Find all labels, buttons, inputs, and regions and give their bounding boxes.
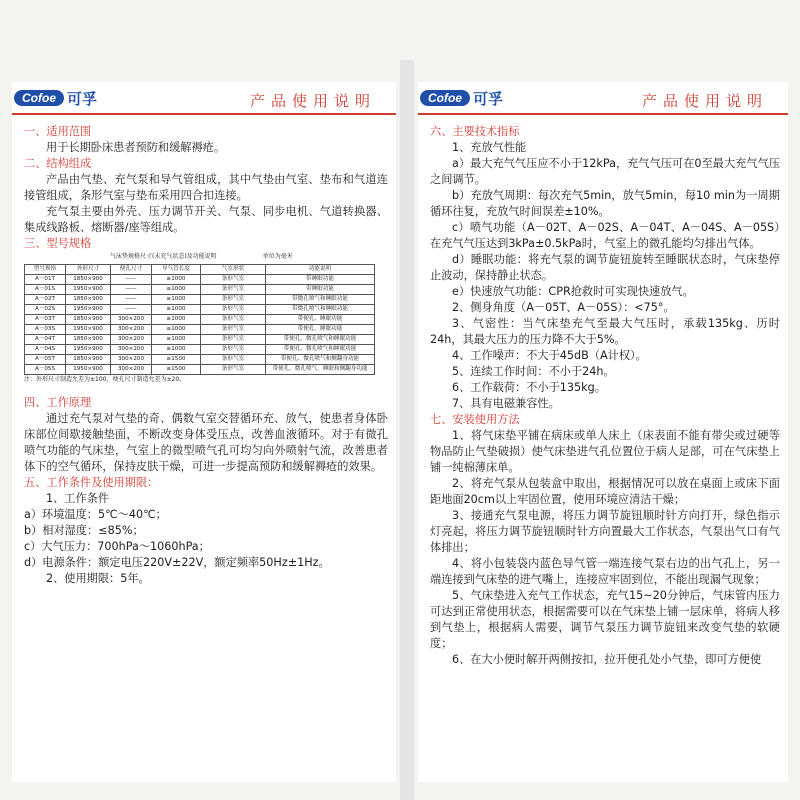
section-title: 二、结构组成 xyxy=(24,157,92,170)
table-row xyxy=(25,325,375,335)
table-cell: ≥1000 xyxy=(152,295,201,305)
list-item: 7、具有电磁兼容性。 xyxy=(452,397,560,410)
paragraph: 通过充气泵对气垫的奇、偶数气室交替循环充、放气，使患者身体卧床部位间歇接触垫面，不断改变身体受压点，改善血液循环。对于有微孔喷气功能的气床垫，气室上的微型喷气孔可均匀向外喷射气流，改善患者体下的空气循环，保持皮肤干燥，可进一步提高预防和缓解褥疮的效果。 xyxy=(24,412,388,473)
paragraph: 充气泵主要由外壳、压力调节开关、气泵、同步电机、气道转换器、集成线路板、熔断器/座等组成。 xyxy=(24,205,388,234)
table-cell: 1850×900 xyxy=(66,275,111,285)
header-divider xyxy=(12,113,396,115)
table-cell: 条形气室 xyxy=(201,295,266,305)
table-cell: 带睡眠功能 xyxy=(266,275,375,285)
table-cell: 1950×900 xyxy=(66,365,111,375)
book-gutter xyxy=(400,60,414,800)
table-cell: 条形气室 xyxy=(201,365,266,375)
table-cell: 1850×900 xyxy=(66,315,111,325)
brand-logo xyxy=(14,88,97,108)
paragraph: 4、将小包装袋内蓝色导气管一端连接气泵右边的出气孔上，另一端连接到气床垫的进气嘴上，连接应牢固到位，不能出现漏气现象； xyxy=(430,557,780,586)
table-note: 注：外形尺寸制造允差为±100，便孔尺寸制造允差为±20。 xyxy=(24,376,186,383)
section-title: 七、安装使用方法 xyxy=(430,413,520,426)
table-cell: 带睡眠功能 xyxy=(266,285,375,295)
table-row xyxy=(25,295,375,305)
table-cell: 条形气室 xyxy=(201,345,266,355)
table-header-row xyxy=(25,265,375,275)
table-cell: 300×200 xyxy=(111,315,152,325)
table-cell: 带便孔、睡眠功能 xyxy=(266,315,375,325)
list-item: 4、工作噪声：不大于45dB（A计权）。 xyxy=(452,349,647,362)
table-cell: ≥1500 xyxy=(152,365,201,375)
paragraph: 6、在大小便时解开两侧按扣，拉开便孔处小气垫，即可方便使 xyxy=(452,653,762,666)
page-header xyxy=(418,82,788,116)
list-item: 2、侧身角度（A－05T、A－05S）：<75°。 xyxy=(452,301,675,314)
table-cell: 1950×900 xyxy=(66,345,111,355)
table-row xyxy=(25,285,375,295)
logo-wordmark: Cofoe xyxy=(420,90,470,106)
table-cell: 300×200 xyxy=(111,345,152,355)
table-row xyxy=(25,275,375,285)
table-row xyxy=(25,365,375,375)
table-cell: A－05T xyxy=(25,355,66,365)
list-item: 2、使用期限：5年。 xyxy=(46,572,150,585)
right-content xyxy=(430,124,780,668)
list-item: c）大气压力：700hPa～1060hPa； xyxy=(24,540,210,553)
table-cell: ≥1000 xyxy=(152,345,201,355)
list-item: 1、工作条件 xyxy=(46,492,110,505)
paragraph: 产品由气垫、充气泵和导气管组成，其中气垫由气室、垫布和气道连接管组成，条形气室与垫布采用四合扣连接。 xyxy=(24,173,388,202)
table-cell: A－01S xyxy=(25,285,66,295)
paragraph: 3、接通充气泵电源，将压力调节旋钮顺时针方向打开，绿色指示灯亮起，将压力调节旋钮顺时针方向置最大工作状态，气泵出气口有气体排出； xyxy=(430,509,780,554)
table-cell: 条形气室 xyxy=(201,305,266,315)
table-cell: A－05S xyxy=(25,365,66,375)
paragraph: 5、气床垫进入充气工作状态，充气15~20分钟后，气床管内压力可达到正常使用状态，根据需要可以在气床垫上铺一层床单，将病人移到气垫上，根据病人需要，调节气泵压力调节旋钮来改变气垫的软硬度； xyxy=(430,589,780,650)
table-cell: 1950×900 xyxy=(66,305,111,315)
page-header xyxy=(12,82,396,116)
table-caption-text: 气床垫规格尺寸(未充气状态)及功能说明 xyxy=(110,253,217,260)
table-cell: 带便孔、微孔喷气和睡眠功能 xyxy=(266,335,375,345)
table-row xyxy=(25,335,375,345)
header-divider xyxy=(418,113,788,115)
table-cell: —— xyxy=(111,295,152,305)
table-cell: 1850×900 xyxy=(66,355,111,365)
table-cell: ≥1000 xyxy=(152,285,201,295)
page-title: 产品使用说明 xyxy=(249,92,376,110)
list-item: a）环境温度：5℃～40℃； xyxy=(24,508,167,521)
table-header-cell: 导气管长度 xyxy=(152,265,201,275)
table-cell: ≥1500 xyxy=(152,355,201,365)
table-cell: A－02S xyxy=(25,305,66,315)
table-cell: 300×200 xyxy=(111,365,152,375)
table-header-cell: 便孔尺寸 xyxy=(111,265,152,275)
list-item: d）电源条件：额定电压220V±22V，额定频率50Hz±1Hz。 xyxy=(24,556,330,569)
table-cell: 1950×900 xyxy=(66,285,111,295)
table-row xyxy=(25,305,375,315)
paragraph: d）睡眠功能：将充气泵的调节旋钮旋转至睡眠状态时，气床垫停止波动，保持静止状态。 xyxy=(430,253,780,282)
list-item: 1、充放气性能 xyxy=(452,141,527,154)
logo-wordmark: Cofoe xyxy=(14,90,64,106)
paragraph: 2、将充气泵从包装盒中取出，根据情况可以放在桌面上或床下面距地面20cm以上牢固位置，使用环境应清洁干燥； xyxy=(430,477,780,506)
paragraph: 3、气密性：当气床垫充气至最大气压时，承载135kg、历时24h，其最大压力的压力降不大于5%。 xyxy=(430,317,780,346)
section-title: 五、工作条件及使用期限： xyxy=(24,476,159,489)
page-title: 产品使用说明 xyxy=(641,92,768,110)
table-cell: A－03T xyxy=(25,315,66,325)
table-cell: ≥1000 xyxy=(152,335,201,345)
table-body xyxy=(25,275,375,375)
logo-chinese: 可孚 xyxy=(473,89,504,108)
left-page xyxy=(12,82,396,782)
table-header-cell: 外形尺寸 xyxy=(66,265,111,275)
table-cell: —— xyxy=(111,305,152,315)
paragraph: a）最大充气气压应不小于12kPa，充气气压可在0至最大充气气压之间调节。 xyxy=(430,157,780,186)
table-cell: A－04T xyxy=(25,335,66,345)
paragraph: c）喷气功能（A－02T、A－02S、A－04T、A－04S、A－05S）在充气气压达到3kPa±0.5kPa时，气室上的微孔能均匀排出气体。 xyxy=(430,221,780,250)
table-cell: 300×200 xyxy=(111,335,152,345)
table-unit: 单位为毫米 xyxy=(262,253,293,260)
table-cell: 条形气室 xyxy=(201,325,266,335)
table-cell: 带微孔喷气和睡眠功能 xyxy=(266,305,375,315)
table-cell: 条形气室 xyxy=(201,285,266,295)
list-item: 5、连续工作时间：不小于24h。 xyxy=(452,365,615,378)
spec-table xyxy=(24,264,375,375)
table-cell: 1950×900 xyxy=(66,325,111,335)
table-row xyxy=(25,345,375,355)
table-cell: 带便孔、微孔喷气和睡眠功能 xyxy=(266,345,375,355)
section-title: 六、主要技术指标 xyxy=(430,125,520,138)
paragraph: 用于长期卧床患者预防和缓解褥疮。 xyxy=(46,141,226,154)
table-cell: A－02T xyxy=(25,295,66,305)
table-cell: 条形气室 xyxy=(201,315,266,325)
table-cell: 条形气室 xyxy=(201,275,266,285)
table-cell: 带微孔喷气和睡眠功能 xyxy=(266,295,375,305)
table-header-cell: 型号规格 xyxy=(25,265,66,275)
paragraph: 1、将气床垫平铺在病床或单人床上（床表面不能有带尖或过硬等物品防止气垫破损）使气床垫进气孔位置位于病人足部，可在气床垫上铺一纯棉薄床单。 xyxy=(430,429,780,474)
table-cell: 带便孔、微孔喷气、睡眠和侧翻身功能 xyxy=(266,365,375,375)
list-item: 6、工作载荷：不小于135kg。 xyxy=(452,381,606,394)
table-cell: ≥1000 xyxy=(152,325,201,335)
right-page xyxy=(418,82,788,782)
table-cell: 300×200 xyxy=(111,355,152,365)
table-header-cell: 气室形状 xyxy=(201,265,266,275)
paragraph: b）充放气周期：每次充气5min，放气5min，每10 min为一周期循环往复，充放气时间误差±10%。 xyxy=(430,189,780,218)
logo-chinese: 可孚 xyxy=(67,89,98,108)
table-cell: 1850×900 xyxy=(66,335,111,345)
table-cell: 条形气室 xyxy=(201,355,266,365)
table-cell: —— xyxy=(111,275,152,285)
table-cell: A－01T xyxy=(25,275,66,285)
section-title: 一、适用范围 xyxy=(24,125,92,138)
table-row xyxy=(25,355,375,365)
table-row xyxy=(25,315,375,325)
table-cell: 带便孔、微孔喷气和侧翻身功能 xyxy=(266,355,375,365)
section-title: 四、工作原理 xyxy=(24,396,92,409)
table-cell: ≥1000 xyxy=(152,275,201,285)
section-title: 三、型号规格 xyxy=(24,237,92,250)
list-item: b）相对湿度：≤85%； xyxy=(24,524,144,537)
table-cell: 条形气室 xyxy=(201,335,266,345)
table-cell: ≥1000 xyxy=(152,315,201,325)
table-cell: A－03S xyxy=(25,325,66,335)
table-cell: ≥1000 xyxy=(152,305,201,315)
left-content xyxy=(24,124,388,587)
paragraph: e）快速放气功能：CPR抢救时可实现快速放气。 xyxy=(452,285,694,298)
brand-logo xyxy=(420,88,503,108)
table-header-cell: 功能说明 xyxy=(266,265,375,275)
table-cell: 300×200 xyxy=(111,325,152,335)
table-caption xyxy=(24,252,388,262)
table-cell: 带便孔、睡眠功能 xyxy=(266,325,375,335)
table-cell: —— xyxy=(111,285,152,295)
table-cell: A－04S xyxy=(25,345,66,355)
table-cell: 1850×900 xyxy=(66,295,111,305)
